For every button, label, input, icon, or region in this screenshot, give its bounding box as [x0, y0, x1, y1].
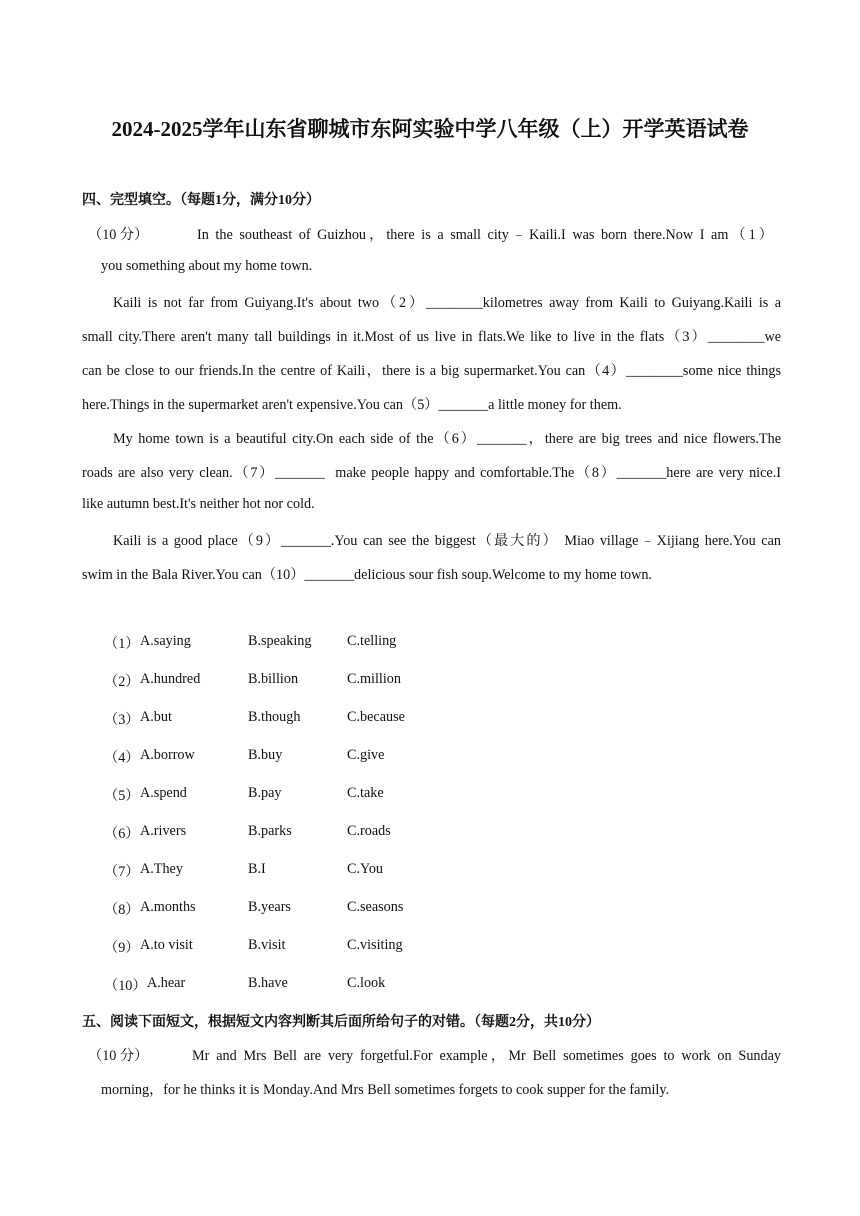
section-4-score: （10 分） — [88, 227, 149, 243]
option-a: A.months — [140, 899, 196, 915]
option-b: B.parks — [248, 823, 292, 839]
question-number: （6） — [104, 826, 140, 842]
passage-line: In the southeast of Guizhou，there is a small city﹣Kaili.I was born there.Now I am（1） — [197, 227, 773, 243]
section-4-heading: 四、完型填空。（每题1分，满分10分） — [82, 193, 320, 208]
passage-line: Mr and Mrs Bell are very forgetful.For example，Mr Bell sometimes goes to work on Sunday — [192, 1048, 781, 1064]
option-c: C.seasons — [347, 899, 404, 915]
passage-line: Kaili is a good place（9）_______.You can see the biggest（最大的） Miao village﹣Xijiang here.You can — [113, 533, 781, 549]
option-a: A.hear — [147, 975, 186, 991]
option-b: B.visit — [248, 937, 286, 953]
passage-line: can be close to our friends.In the centre of Kaili，there is a big supermarket.You can（4）________some nice things — [82, 363, 781, 379]
option-c: C.give — [347, 747, 385, 763]
question-number: （8） — [104, 902, 140, 918]
option-c: C.roads — [347, 823, 391, 839]
option-b: B.pay — [248, 785, 282, 801]
question-number: （4） — [104, 750, 140, 766]
option-b: B.billion — [248, 671, 299, 687]
question-number: （5） — [104, 788, 140, 804]
option-b: B.I — [248, 861, 266, 877]
question-number: （9） — [104, 940, 140, 956]
option-a: A.hundred — [140, 671, 201, 687]
option-c: C.look — [347, 975, 386, 991]
option-b: B.buy — [248, 747, 283, 763]
option-c: C.telling — [347, 633, 397, 649]
option-c: C.visiting — [347, 937, 403, 953]
option-a: A.spend — [140, 785, 187, 801]
option-a: A.saying — [140, 633, 191, 649]
option-b: B.speaking — [248, 633, 312, 649]
option-b: B.have — [248, 975, 288, 991]
passage-line: small city.There aren't many tall buildings in it.Most of us live in flats.We like to live in the flats（3）________we — [82, 329, 781, 345]
section-5-score: （10 分） — [88, 1048, 149, 1064]
option-b: B.though — [248, 709, 301, 725]
option-c: C.take — [347, 785, 384, 801]
option-c: C.because — [347, 709, 405, 725]
question-number: （3） — [104, 712, 140, 728]
section-5-heading: 五、阅读下面短文，根据短文内容判断其后面所给句子的对错。（每题2分，共10分） — [82, 1015, 600, 1030]
exam-title: 2024-2025学年山东省聊城市东阿实验中学八年级（上）开学英语试卷 — [111, 117, 749, 141]
option-a: A.They — [140, 861, 183, 877]
option-c: C.You — [347, 861, 384, 877]
passage-line: Kaili is not far from Guiyang.It's about two（2）________kilometres away from Kaili to Guiyang.Kaili is a — [113, 295, 781, 311]
question-number: （1） — [104, 636, 140, 652]
passage-line: morning，for he thinks it is Monday.And Mrs Bell sometimes forgets to cook supper for the family. — [101, 1082, 670, 1098]
passage-line: like autumn best.It's neither hot nor cold. — [82, 496, 315, 512]
question-number: （7） — [104, 864, 140, 880]
passage-line: you something about my home town. — [101, 258, 313, 274]
question-number: （10） — [104, 978, 147, 994]
question-number: （2） — [104, 674, 140, 690]
option-a: A.but — [140, 709, 172, 725]
passage-line: roads are also very clean.（7）_______ make people happy and comfortable.The（8）_______here are very nice.I — [82, 465, 781, 481]
option-c: C.million — [347, 671, 401, 687]
option-a: A.to visit — [140, 937, 193, 953]
option-a: A.borrow — [140, 747, 195, 763]
option-a: A.rivers — [140, 823, 187, 839]
passage-line: here.Things in the supermarket aren't expensive.You can（5）_______a little money for them. — [82, 397, 622, 413]
option-b: B.years — [248, 899, 291, 915]
passage-line: swim in the Bala River.You can（10）_______delicious sour fish soup.Welcome to my home town. — [82, 567, 652, 583]
passage-line: My home town is a beautiful city.On each side of the（6）_______，there are big trees and nice flowers.The — [113, 431, 781, 447]
